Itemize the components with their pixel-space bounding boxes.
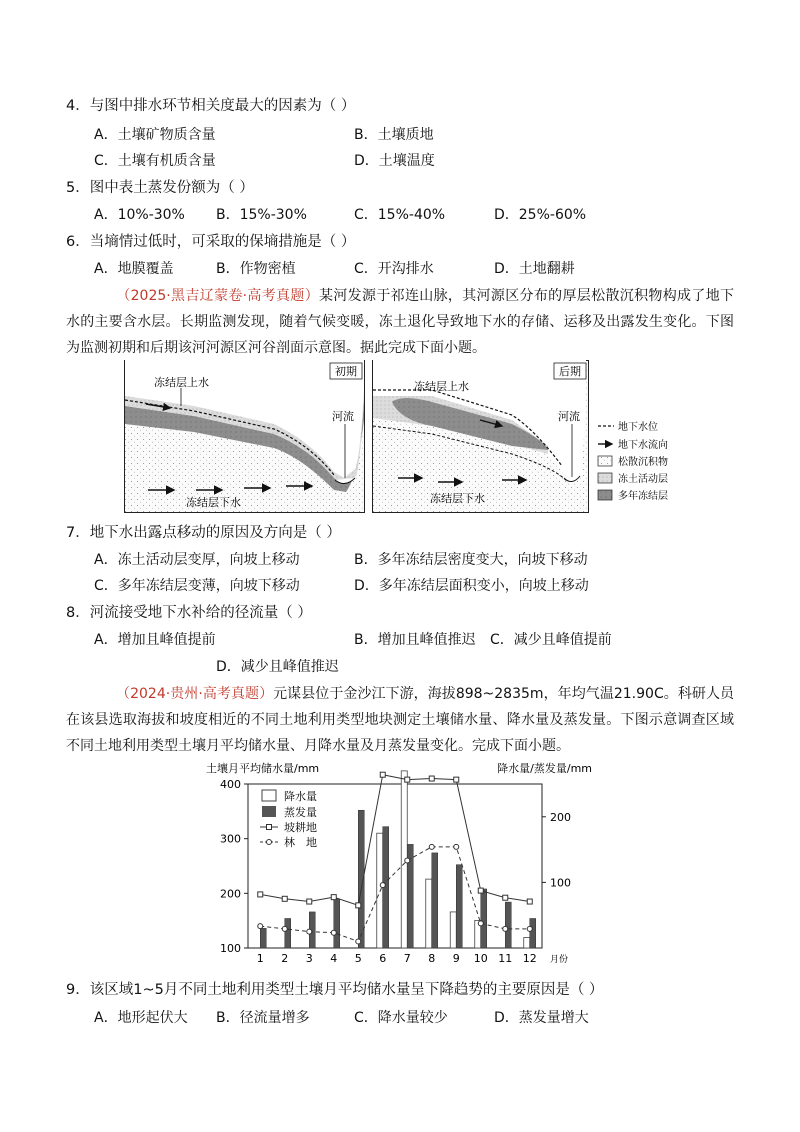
label-river-late: 河流 — [558, 410, 580, 423]
slope-farmland-point — [454, 777, 459, 782]
slope-farmland-point — [405, 777, 410, 782]
bar-evaporation — [260, 928, 266, 948]
slope-farmland-point — [331, 895, 336, 900]
forest-land-line — [260, 847, 530, 942]
label-upper-water-early: 冻结层上水 — [154, 376, 209, 389]
bar-evaporation — [285, 918, 291, 948]
forest-land-point — [503, 926, 508, 931]
q6-option-b[interactable]: B．作物密植 — [216, 261, 296, 277]
bar-evaporation — [505, 902, 511, 948]
q7-option-b[interactable]: B．多年冻结层密度变大，向坡下移动 — [354, 552, 588, 568]
slope-farmland-point — [282, 896, 287, 901]
x-tick-label: 8 — [428, 952, 436, 965]
bar-precipitation — [426, 879, 432, 948]
bar-evaporation — [456, 865, 462, 948]
bar-precipitation — [450, 912, 456, 948]
label-river-early: 河流 — [332, 410, 354, 423]
question-6-stem: 6．当墒情过低时，可采取的保墒措施是（ ） — [66, 234, 356, 250]
x-tick-label: 7 — [403, 952, 411, 965]
legend-permafrost: 多年冻结层 — [618, 491, 668, 502]
legend-farmland-marker — [267, 825, 272, 830]
q5-option-b[interactable]: B．15%-30% — [216, 207, 307, 223]
passage-2 — [66, 681, 734, 759]
bar-precipitation — [524, 938, 530, 948]
slope-farmland-point — [503, 895, 508, 900]
bar-precipitation — [377, 833, 383, 948]
forest-land-point — [258, 924, 263, 929]
forest-land-point — [478, 921, 483, 926]
bar-evaporation — [530, 918, 536, 948]
forest-land-point — [331, 930, 336, 935]
q8-option-c[interactable]: C．减少且峰值提前 — [490, 632, 612, 648]
forest-land-point — [429, 844, 434, 849]
legend-farmland-label: 坡耕地 — [284, 821, 317, 834]
forest-land-point — [356, 939, 361, 944]
slope-farmland-point — [527, 899, 532, 904]
forest-land-point — [527, 926, 532, 931]
question-8-stem: 8．河流接受地下水补给的径流量（ ） — [66, 605, 312, 621]
q5-option-a[interactable]: A．10%-30% — [94, 207, 185, 223]
legend-precipitation-swatch — [262, 790, 276, 801]
q7-option-a[interactable]: A．冻土活动层变厚，向坡上移动 — [94, 552, 300, 568]
q6-option-a[interactable]: A．地膜覆盖 — [94, 261, 174, 277]
legend-loose-sediment: 松散沉积物 — [618, 457, 668, 468]
left-tick-label: 300 — [220, 832, 241, 846]
bar-evaporation — [432, 853, 438, 948]
panel-early-tag: 初期 — [335, 365, 357, 378]
label-lower-water-early: 冻结层下水 — [186, 496, 241, 509]
forest-land-point — [405, 858, 410, 863]
q7-option-d[interactable]: D．多年冻结层面积变小，向坡上移动 — [354, 578, 589, 594]
slope-farmland-point — [307, 899, 312, 904]
x-tick-label: 1 — [256, 952, 264, 965]
soil-water-chart — [196, 758, 596, 972]
passage-1 — [66, 283, 734, 361]
legend-flow-direction: 地下水流向 — [618, 440, 668, 451]
left-tick-label: 200 — [220, 887, 241, 901]
legend-forest-marker — [267, 840, 272, 845]
x-tick-label: 12 — [522, 952, 537, 965]
panel-late — [373, 360, 589, 513]
forest-land-point — [454, 844, 459, 849]
chart-right-axis-label: 降水量/蒸发量/mm — [497, 762, 592, 775]
x-axis-label: 月份 — [550, 955, 569, 965]
q9-option-c[interactable]: C．降水量较少 — [354, 1010, 448, 1026]
bar-evaporation — [481, 889, 487, 948]
forest-land-point — [282, 926, 287, 931]
q9-option-a[interactable]: A．地形起伏大 — [94, 1010, 188, 1026]
question-9-stem: 9．该区域1~5月不同土地利用类型土壤月平均储水量呈下降趋势的主要原因是（ ） — [66, 982, 604, 998]
q8-option-a[interactable]: A．增加且峰值提前 — [94, 632, 216, 648]
x-tick-label: 5 — [354, 952, 362, 965]
passage-2-source: （2024·贵州·高考真题） — [116, 686, 274, 702]
q9-option-b[interactable]: B．径流量增多 — [216, 1010, 310, 1026]
forest-land-point — [307, 929, 312, 934]
q4-option-b[interactable]: B．土壤质地 — [354, 127, 434, 143]
x-tick-label: 4 — [330, 952, 338, 965]
forest-land-point — [380, 883, 385, 888]
panel-late-tag: 后期 — [559, 365, 581, 378]
question-5-stem: 5．图中表土蒸发份额为（ ） — [66, 180, 254, 196]
slope-farmland-point — [258, 892, 263, 897]
question-4-stem: 4．与图中排水环节相关度最大的因素为（ ） — [66, 98, 356, 114]
x-tick-label: 9 — [452, 952, 460, 965]
x-tick-label: 2 — [281, 952, 289, 965]
legend-precipitation-label: 降水量 — [284, 790, 317, 803]
passage-2-text: 元谋县位于金沙江下游，海拔898~2835m，年均气温21.90C。科研人员在该县选取海拔和坡度相近的不同土地利用类型地块测定土壤储水量、降水量及蒸发量。下图示意调查区域不同土地利用类型土壤月平均储水量、月降水量及月蒸发量变化。完成下面小题。 — [66, 686, 734, 754]
q4-option-d[interactable]: D．土壤温度 — [354, 153, 435, 169]
chart-left-axis-label: 土壤月平均储水量/mm — [206, 762, 320, 775]
right-tick-label: 200 — [550, 810, 571, 824]
diagram-legend — [598, 420, 668, 502]
q9-option-d[interactable]: D．蒸发量增大 — [494, 1010, 589, 1026]
legend-active-layer: 冻土活动层 — [618, 474, 668, 485]
label-lower-water-late: 冻结层下水 — [430, 492, 485, 505]
valley-cross-section-diagram — [124, 360, 684, 516]
label-upper-water-late: 冻结层上水 — [414, 380, 469, 393]
slope-farmland-point — [478, 888, 483, 893]
x-tick-label: 3 — [305, 952, 313, 965]
x-tick-label: 10 — [473, 952, 488, 965]
slope-farmland-point — [356, 903, 361, 908]
legend-evaporation-swatch — [262, 806, 276, 817]
q8-option-d[interactable]: D．减少且峰值推迟 — [216, 659, 339, 675]
question-7-stem: 7．地下水出露点移动的原因及方向是（ ） — [66, 525, 341, 541]
legend-water-table: 地下水位 — [618, 422, 658, 433]
q7-option-c[interactable]: C．多年冻结层变薄，向坡下移动 — [94, 578, 300, 594]
q4-option-c[interactable]: C．土壤有机质含量 — [94, 153, 216, 169]
slope-farmland-point — [429, 776, 434, 781]
left-tick-label: 100 — [220, 942, 241, 955]
x-tick-label: 6 — [379, 952, 387, 965]
passage-1-source: （2025·黑吉辽蒙卷·高考真题） — [116, 288, 320, 304]
legend-forest-label: 林 地 — [284, 836, 317, 849]
panel-early — [125, 360, 365, 513]
passage-1-text: 某河发源于祁连山脉，其河源区分布的厚层松散沉积物构成了地下水的主要含水层。长期监测发现，随着气候变暖，冻土退化导致地下水的存储、运移及出露发生变化。下图为监测初期和后期该河河源区河谷剖面示意图。据此完成下面小题。 — [66, 288, 735, 356]
legend-evaporation-label: 蒸发量 — [284, 806, 317, 819]
q8-option-b[interactable]: B．增加且峰值推迟 — [354, 632, 476, 648]
q5-option-c[interactable]: C．15%-40% — [354, 207, 446, 223]
bar-evaporation — [334, 899, 340, 948]
slope-farmland-point — [380, 772, 385, 777]
q5-option-d[interactable]: D．25%-60% — [494, 207, 587, 223]
q6-option-c[interactable]: C．开沟排水 — [354, 261, 434, 277]
q6-option-d[interactable]: D．土地翻耕 — [494, 261, 575, 277]
q4-option-a[interactable]: A．土壤矿物质含量 — [94, 127, 216, 143]
left-tick-label: 400 — [220, 778, 241, 791]
right-tick-label: 100 — [550, 876, 571, 890]
x-tick-label: 11 — [498, 952, 513, 965]
